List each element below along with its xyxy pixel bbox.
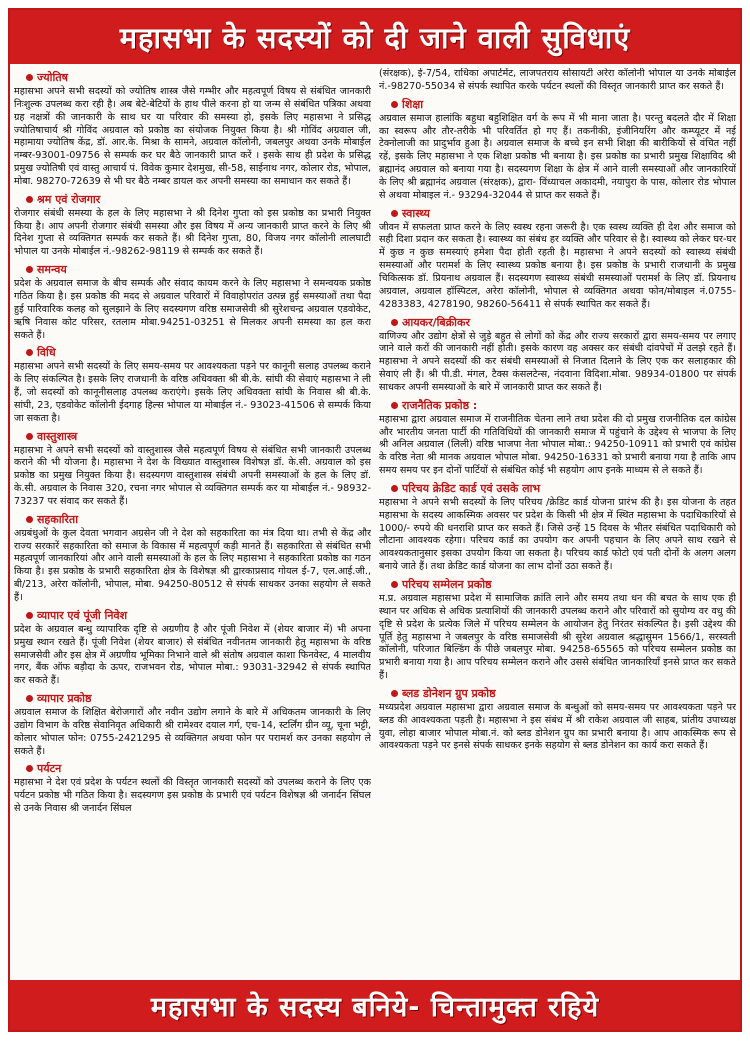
section-heading-text: सहकारिता: [37, 512, 79, 526]
bullet-icon: [391, 690, 398, 697]
section-heading-text: व्यापार प्रकोष्ठ: [37, 692, 92, 706]
section-body: महासभा ने अपने सभी सदस्यों को वास्तुशास्त्र जैसे महत्वपूर्ण विषय से संबंधित सभी जानकारी उपलब्ध कराने की भी योजना है। महासभा ने देश के विख्यात वास्तुशास्त्र विशेषज्ञ डॉ. के.सी. अग्रवाल को इस प्रकोष्ठ का प्रमुख नियुक्त किया है। सदस्यगण वास्तुशास्त्र संबंधी अपनी समस्याओं के हल के लिए डॉ. के.सी. अग्रवाल के निवास 320, रचना नगर भोपाल से व्यक्तिगत सम्पर्क कर या मोबाईल नं.- 98932-73237 पर संवाद कर सकते हैं।: [14, 444, 371, 507]
section: [14, 761, 371, 816]
section-body: प्रदेश के अग्रवाल बन्धु व्यापारिक दृष्टि से अग्रणीय है और पूंजी निवेश में (शेयर बाजार में) भी अपना प्रमुख स्थान रखते हैं। पूंजी निवेश (शेयर बाजार) से संबंधित नवीनतम जानकारी हेतु महासभा के वरिष्ठ समाजसेवी और इस क्षेत्र में अग्रणीय भूमिका निभाने वाले श्री संतोष अग्रवाल काशा फिनवेस्ट, 4 मालवीय नगर, बैंक ऑफ बड़ौदा के ऊपर, राजभवन रोड, भोपाल मोबा.: 93031-32942 से संपर्क स्थापित कर सकते हैं।: [14, 623, 371, 687]
section-heading: [26, 608, 371, 623]
section-heading: [391, 315, 736, 330]
bullet-icon: [391, 210, 398, 217]
section-heading-text: राजनैतिक प्रकोष्ठ :: [402, 398, 478, 412]
bullet-icon: [26, 196, 33, 203]
page-title: महासभा के सदस्यों को दी जाने वाली सुविधाएं: [119, 20, 631, 55]
section-heading: [391, 481, 736, 496]
section-heading: [26, 345, 371, 360]
section-heading: [26, 192, 371, 207]
section-heading-text: आयकर/बिक्रीकर: [402, 315, 470, 329]
section: [379, 97, 736, 203]
section-heading: [391, 577, 736, 592]
section-heading: [26, 512, 371, 527]
section-heading: [391, 686, 736, 701]
section-body: महासभा द्वारा अग्रवाल समाज में राजनीतिक चेतना लाने तथा प्रदेश की दो प्रमुख राजनीतिक दल कांग्रेस और भारतीय जनता पार्टी की गतिविधियों की जानकारी समाज में पहुंचाने के उद्देश्य से भाजपा के लिए श्री अनिल अग्रवाल (लिली) वरिष्ठ भाजपा नेता भोपाल मोबा.: 94250-10911 को प्रभारी एवं कांग्रेस के वरिष्ठ नेता श्री मानक अग्रवाल भोपाल मोबा. 94250-16331 को प्रभारी बनाया गया है ताकि आप समय समय पर इन दोनों पार्टियों से संबंधित कोई भी सहयोग आप इनके माध्यम से ले सकते हैं।: [379, 413, 736, 477]
footer-banner: [10, 980, 740, 1030]
bullet-icon: [26, 765, 33, 772]
section-body: वाणिज्य और उद्योग क्षेत्रों से जुड़े बहुत से लोगों को केंद्र और राज्य सरकारों द्वारा समय-समय पर लगाए जाने वाले करों की जानकारी नहीं होती। इसके कारण वह अक्सर कर संबंधी दांवपेचों में उलझे रहते हैं। महासभा ने अपने सदस्यों की कर संबंधी समस्याओं से निजात दिलाने के लिए एक कर सलाहकार की सेवाएं ली हैं। श्री पी.डी. मंगल, टैक्स कंसलटेन्स, नंदवाना विदिशा.मोबा. 98934-01800 पर संपर्क साधकर अपनी समस्याओं के बारे में जानकारी प्राप्त कर सकते हैं।: [379, 330, 736, 393]
bullet-icon: [391, 319, 398, 326]
section-heading: [26, 761, 371, 776]
section-heading: [26, 70, 371, 85]
section: [379, 481, 736, 574]
bullet-icon: [391, 581, 398, 588]
leaflet-page: [8, 8, 742, 1032]
section-body: रोजगार संबंधी समस्या के हल के लिए महासभा ने श्री दिनेश गुप्ता को इस प्रकोष्ठ का प्रभारी नियुक्त किया है। आप अपनी रोजगार संबंधी समस्या और इस विषय में अन्य जानकारी प्राप्त करने के लिए श्री दिनेश गुप्ता से व्यक्तिगत सम्पर्क कर सकते हैं। श्री दिनेश गुप्ता, 80, विजय नगर कॉलोनी लालघाटी भोपाल या उनके मोबाईल नं.-98262-98119 से सम्पर्क कर सकते हैं।: [14, 207, 371, 258]
section-body: जीवन में सफलता प्राप्त करने के लिए स्वस्थ रहना जरूरी है। एक स्वस्थ व्यक्ति ही देश और समाज को सही दिशा प्रदान कर सकता है। स्वास्थ्य का संबंध हर व्यक्ति और परिवार से है। स्वास्थ्य को लेकर घर-घर में कुछ न कुछ समस्याएं हमेशा पैदा होती रहती है। महासभा ने अपने सदस्यों को स्वास्थ्य संबंधी समस्याओं और परामर्श के लिए स्वास्थ्य प्रकोष्ठ बनाया है। इस प्रकोष्ठ के प्रभारी राजधानी के प्रमुख चिकित्सक डॉ. प्रियनाथ अग्रवाल हैं। सदस्यगण स्वास्थ्य संबंधी समस्याओं परामर्श के लिए डॉ. प्रियनाथ अग्रवाल, अग्रवाल हॉस्पिटल, अरेरा कॉलोनी, भोपाल से व्यक्तिगत अथवा फोन/मोबाइल नं.0755-4283383, 4278190, 98260-56411 से संपर्क स्थापित कर सकते हैं।: [379, 221, 736, 310]
section-heading: [26, 691, 371, 706]
section-heading-text: शिक्षा: [402, 97, 424, 111]
section: [14, 429, 371, 509]
header-banner: [10, 10, 740, 64]
section: [14, 512, 371, 605]
section-heading: [391, 206, 736, 221]
section: [379, 398, 736, 478]
footer-slogan: महासभा के सदस्य बनिये- चिन्तामुक्त रहिये: [150, 991, 600, 1023]
section: [379, 577, 736, 683]
section-body: म.प्र. अग्रवाल महासभा प्रदेश में सामाजिक क्रांति लाने और समय तथा धन की बचत के साथ एक ही स्थान पर अधिक से अधिक प्रत्याशियों की जानकारी उपलब्ध कराने और परिवारों को सुयोग्य वर वधु की दृष्टि से प्रदेश के प्रत्येक जिले में परिचय सम्मेलन के आयोजन हेतु निरंतर संकल्पित है। इसी उद्देश्य की पूर्ति हेतु महासभा ने जबलपुर के वरिष्ठ समाजसेवी श्री सुरेश अग्रवाल श्रद्धासुमन 1566/1, सरस्वती कॉलोनी, परिजात बिल्डिंग के पीछे जबलपुर मोबा. 94258-65565 को परिचय सम्मेलन प्रकोष्ठ का प्रभारी बनाया गया है। आप परिचय सम्मेलन कराने और उससे संबंधित जानकारियाँ इनसे प्राप्त कर सकते हैं।: [379, 593, 736, 682]
section-body: (संरक्षक), ई-7/54, राधिका अपार्टमेंट, लाजपतराय सोसायटी अरेरा कॉलोनी भोपाल या उनके मोबाईल नं.-98270-55034 से संपर्क स्थापित करके पर्यटन स्थलों की विस्तृत जानकारी प्राप्त कर सकते हैं।: [379, 68, 736, 92]
section-heading-text: ब्लड डोनेशन ग्रुप प्रकोष्ठ: [402, 686, 496, 700]
section-heading-text: श्रम एवं रोजगार: [37, 192, 101, 206]
section: [14, 262, 371, 342]
section: [14, 608, 371, 688]
section-heading-text: परिचय सम्मेलन प्रकोष्ठ: [402, 578, 492, 591]
section: [14, 345, 371, 425]
section-heading-text: ज्योतिष: [37, 71, 68, 84]
section-heading: [391, 97, 736, 112]
section: [379, 686, 736, 753]
section-body: महासभा ने अपने सभी सदस्यों के लिए परिचय /क्रेडिट कार्ड योजना प्रारंभ की है। इस योजना के तहत महासभा के सदस्य आकस्मिक अवसर पर प्रदेश के किसी भी क्षेत्र में स्थित महासभा के पदाधिकारियों से 1000/- रुपये की धनराशि प्राप्त कर सकते हैं। जिसे उन्हें 15 दिवस के भीतर संबंधित पदाधिकारी को लौटाना आवश्यक रहेगा। परिचय कार्ड का उपयोग कर अपनी पहचान के लिए अपने साथ रखने से आवश्यकतानुसार इसका उपयोग किया जा सकता है। परिचय कार्ड फोटो एवं पती दोनों के अलग अलग बनाये जाते हैं। तथा क्रेडिट कार्ड योजना का लाभ दोनों उठा सकते हैं।: [379, 496, 736, 573]
section: [14, 691, 371, 758]
section-heading: [26, 429, 371, 444]
section-heading-text: परिचय क्रेडिट कार्ड एवं उसके लाभ: [402, 481, 541, 495]
bullet-icon: [26, 695, 33, 702]
section: [14, 70, 371, 189]
section-heading-text: समन्वय: [37, 263, 67, 277]
section-heading-text: वास्तुशास्त्र: [37, 429, 78, 443]
section-body: अग्रवाल समाज के शिक्षित बेरोजगारों और नवीन उद्योग लगाने के बारे में अधिकतम जानकारी के लिए उद्योग विभाग के वरिष्ठ सेवानिवृत अधिकारी श्री रामेश्वर दयाल गर्ग, एच-14, स्टर्लिंग ग्रीन व्यू, चूना भट्टी, कोलार भोपाल फोन: 0755-2421295 से व्यक्तिगत अथवा फोन पर परामर्श कर उनका सहयोग ले सकते हैं।: [14, 707, 371, 757]
bullet-icon: [26, 612, 33, 619]
section-body: महासभा अपने सभी सदस्यों को ज्योतिष शास्त्र जैसे गम्भीर और महत्वपूर्ण विषय से संबंधित जानकारी निःशुल्क उपलब्ध करा रही है। अब बेटे-बेटियों के हाथ पीले करना हो या जन्म से संबंधित पत्रिका अथवा ग्रह नक्षत्रों की जानकारी के साथ घर या परिवार की समस्या हो, इसके लिए महासभा ने प्रसिद्ध ज्योतिषाचार्य श्री गोविंद अग्रवाल को प्रकोष्ठ का संयोजक नियुक्त किया है। श्री गोविंद अग्रवाल जी, महामाया ज्योतिष केंद्र, डॉ. आर.के. मिश्रा के सामने, अग्रवाल कॉलोनी, जबलपुर अथवा उनके मोबाईल नम्बर-93001-09756 से सम्पर्क कर घर बैठे जानकारी प्राप्त करें । इसके साथ ही प्रदेश के प्रसिद्ध प्रमुख ज्योतिषी एवं वास्तु आचार्य पं. विवेक कुमार देशमुख, सी-58, साईनाथ नगर, कोलार रोड, भोपाल, मोबा. 98270-72639 से भी घर बैठे नम्बर डायल कर अपनी समस्या का समाधान कर सकते हैं।: [14, 86, 371, 187]
bullet-icon: [26, 433, 33, 440]
section-body: अग्रवाल समाज हालांकि बहुधा बहुशिक्षित वर्ग के रूप में भी माना जाता है। परन्तु बदलते दौर में शिक्षा का स्वरूप और तौर-तरीके भी परिवर्तित हो गए हैं। तकनीकी, इंजीनियरिंग और कम्प्यूटर में नई टेक्नोलाजी का प्रादुर्भाव हुआ है। अग्रवाल समाज के बच्चे इन सभी शिक्षा की बारीकियों से वंचित नहीं रहें, इसके लिए महासभा ने एक शिक्षा प्रकोष्ठ भी बनाया है। इस प्रकोष्ठ का प्रभारी प्रमुख शिक्षाविद श्री ब्रह्मानंद अग्रवाल को बनाया गया है। सदस्यगण शिक्षा के क्षेत्र में आने वाली समस्याओं और जानकारियों के लिए श्री ब्रह्मानंद अग्रवाल (संरक्षक), द्वारा- विंध्याचल अकादमी, नयापुरा के पास, कोलार रोड भोपाल से अथवा मोबाइल नं.- 93294-32044 से प्राप्त कर सकते हैं।: [379, 112, 736, 201]
section-heading-text: विधि: [37, 346, 56, 360]
bullet-icon: [26, 266, 33, 273]
section-body: प्रदेश के अग्रवाल समाज के बीच सम्पर्क और संवाद कायम करने के लिए महासभा ने समन्वयक प्रकोष्ठ गठित किया है। इस प्रकोष्ठ की मदद से अग्रवाल परिवारों में विवाहोपरांत उत्पन्न हुई समस्याओं तथा पैदा हुई पारिवारिक कलह को सुलझाने के लिए सदस्यगण वरिष्ठ समाजसेवी श्री सुरेशचन्द्र अग्रवाल एडवोकेट, ऋषि निवास कोट परिसर, रतलाम मोबा.94251-03251 से मिलकर अपनी समस्या का हल करा सकते हैं।: [14, 278, 371, 341]
content-columns: [14, 68, 736, 976]
section: [14, 192, 371, 259]
section: [379, 315, 736, 395]
section-heading: [26, 262, 371, 277]
section-heading-text: पर्यटन: [37, 762, 62, 776]
section-heading-text: व्यापार एवं पूंजी निवेश: [37, 608, 128, 622]
section-body: महासभा अपने सभी सदस्यों के लिए समय-समय पर आवश्यकता पड़ने पर कानूनी सलाह उपलब्ध कराने के लिए संकल्पित है। इसके लिए राजधानी के वरिष्ठ अधिवक्ता श्री बी.के. सांघी की सेवाएं महासभा ने ली हैं, जो सदस्यों को कानूनीसलाह उपलब्ध कराएंगे। इसके लिए अधिवक्ता सांघी के निवास श्री बी.के. सांघी, 23, एडवोकेट कॉलोनी ईदगाह हिल्स भोपाल या मोबाईल नं.- 93023-41506 से सम्पर्क किया जा सकता है।: [14, 361, 371, 424]
section-body: मध्यप्रदेश अग्रवाल महासभा द्वारा अग्रवाल समाज के बन्धुओं को समय-समय पर आवश्यकता पड़ने पर ब्लड की आवश्यकता पड़ती है। महासभा ने इस संबंध में श्री राकेश अग्रवाल जी साहब, प्रांतीय उपाध्यक्ष युवा, लोहा बाजार भोपाल मोबा.नं. को ब्लड डोनेशन ग्रुप का प्रभारी बनाया है। आप आकस्मिक रूप से आवश्यकता पड़ने पर इनसे संपर्क साधकर इनके सहयोग से ब्लड डोनेशन का कार्य करा सकते हैं।: [379, 701, 736, 752]
bullet-icon: [26, 349, 33, 356]
right-column: [379, 68, 736, 976]
bullet-icon: [391, 101, 398, 108]
section: [379, 206, 736, 312]
section: [379, 68, 736, 94]
section-body: अग्रबंधुओं के कुल देवता भगवान अग्रसेन जी ने देश को सहकारिता का मंत्र दिया था। तभी से केंद्र और राज्य सरकारें सहकारिता को समाज के विकास में महत्वपूर्ण कड़ी मानते हैं। सहकारिता से संबंधित सभी महत्वपूर्ण जानकारियां और आने वाली समस्याओं के हल के लिए महासभा ने सहकारिता प्रकोष्ठ का गठन किया है। इस प्रकोष्ठ के प्रभारी सहकारिता क्षेत्र के विशेषज्ञ श्री द्वारकाप्रसाद गोयल ई-7, एल.आई.जी., बी/213, अरेरा कॉलोनी, भोपाल, मोबा. 94250-80512 से संपर्क साधकर उनका सहयोग ले सकते हैं।: [14, 527, 371, 603]
bullet-icon: [26, 74, 33, 81]
bullet-icon: [391, 402, 398, 409]
bullet-icon: [26, 516, 33, 523]
left-column: [14, 68, 371, 976]
section-heading: [391, 398, 736, 413]
bullet-icon: [391, 485, 398, 492]
section-body: महासभा ने देश एवं प्रदेश के पर्यटन स्थलों की विस्तृत जानकारी सदस्यों को उपलब्ध कराने के लिए एक पर्यटन प्रकोष्ठ भी गठित किया है। सदस्यगण इस प्रकोष्ठ के प्रभारी एवं पर्यटन विशेषज्ञ श्री जनार्दन सिंघल से उनके निवास श्री जनार्दन सिंघल: [14, 777, 371, 815]
section-heading-text: स्वास्थ्य: [402, 206, 430, 220]
